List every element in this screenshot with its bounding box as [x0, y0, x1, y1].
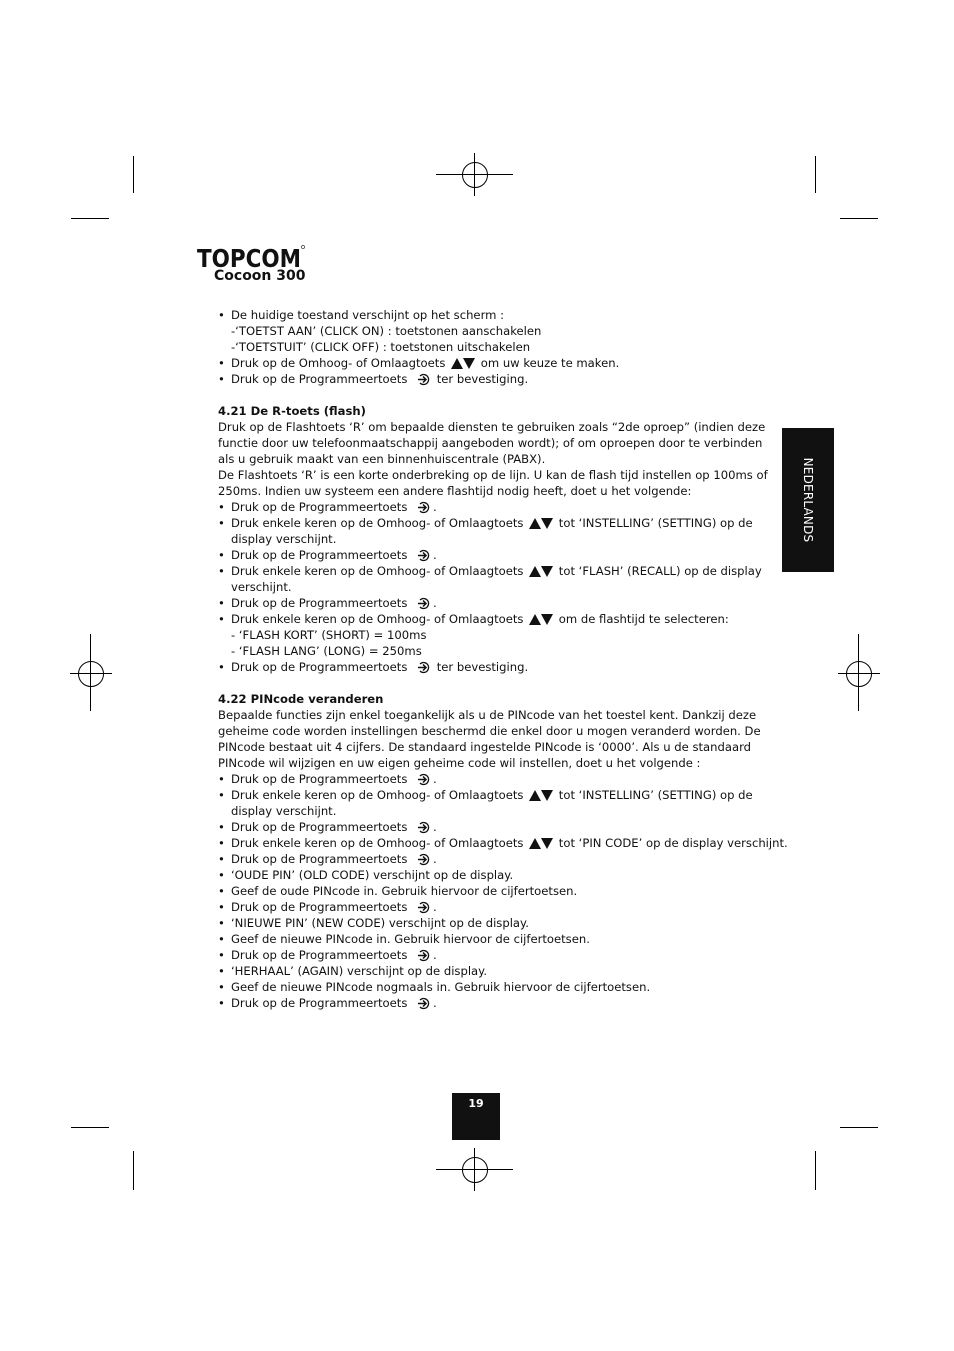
item-text	[218, 820, 437, 834]
paragraph-line: De Flashtoets ‘R’ is een korte onderbreking op de lijn. U kan de flash tijd instellen op 100ms of	[218, 468, 768, 482]
up-down-arrow-icon	[529, 518, 553, 529]
item-text-before: Druk op de Omhoog- of Omlaagtoets	[231, 356, 446, 370]
item-text-before: Druk enkele keren op de Omhoog- of Omlaagtoets	[231, 564, 524, 578]
item-text-after: om uw keuze te maken.	[477, 356, 620, 370]
continuation-line	[218, 803, 748, 819]
program-key-icon	[417, 373, 431, 386]
continuation-line	[218, 323, 748, 339]
bullet-marker: •	[218, 548, 225, 562]
paragraph-line: 250ms. Indien uw systeem een andere flashtijd nodig heeft, doet u het volgende:	[218, 484, 692, 498]
bullet-item	[218, 931, 748, 947]
program-key-icon	[417, 549, 431, 562]
item-text: ‘OUDE PIN’ (OLD CODE) verschijnt op de display.	[231, 868, 514, 882]
item-text-after: tot ‘PIN CODE’ op de display verschijnt.	[555, 836, 788, 850]
item-text	[218, 660, 528, 674]
item-text	[218, 596, 437, 610]
bullet-item	[218, 371, 748, 387]
paragraph-line: Druk op de Flashtoets ‘R’ om bepaalde diensten te gebruiken zoals “2de oproep” (indien deze	[218, 420, 766, 434]
item-text-before: Druk op de Programmeertoets	[231, 852, 408, 866]
item-text-before: Druk op de Programmeertoets	[231, 660, 408, 674]
bullet-item	[218, 787, 753, 803]
item-text-after: .	[433, 548, 437, 562]
bullet-marker: •	[218, 852, 225, 866]
bullet-item	[218, 547, 748, 563]
bullet-marker: •	[218, 660, 225, 674]
section-heading-4-21: 4.21 De R-toets (flash)	[218, 404, 366, 418]
bullet-marker: •	[218, 836, 225, 850]
bullet-marker: •	[218, 372, 225, 386]
program-key-icon	[417, 661, 431, 674]
item-text: Geef de nieuwe PINcode in. Gebruik hiervoor de cijfertoetsen.	[231, 932, 590, 946]
item-text	[218, 516, 753, 530]
language-tab-label: NEDERLANDS	[801, 457, 815, 543]
item-text-after: .	[433, 500, 437, 514]
bullet-marker: •	[218, 788, 225, 802]
bullet-item	[218, 867, 748, 883]
item-text: ‘HERHAAL’ (AGAIN) verschijnt op de display.	[231, 964, 488, 978]
paragraph-line: functie door uw telefoonmaatschappij aangeboden wordt); of om oproepen door te verbinden	[218, 436, 763, 450]
paragraph-line: Bepaalde functies zijn enkel toegankelijk als u de PINcode van het toestel kent. Dankzij deze	[218, 708, 757, 722]
item-text-after: .	[433, 852, 437, 866]
item-text	[218, 372, 528, 386]
section-paragraph-4-21	[218, 419, 768, 499]
bullet-item	[218, 899, 748, 915]
item-text-after: .	[433, 596, 437, 610]
item-text	[218, 836, 788, 850]
bullet-marker: •	[218, 516, 225, 530]
topcom-logo	[197, 243, 305, 270]
bullet-marker: •	[218, 884, 225, 898]
bullet-item	[218, 963, 748, 979]
item-text: display verschijnt.	[231, 804, 337, 818]
item-text	[218, 788, 753, 802]
intro-list	[218, 307, 748, 387]
item-text	[218, 996, 437, 1010]
up-down-arrow-icon	[451, 358, 475, 369]
bullet-item	[218, 851, 748, 867]
continuation-line	[218, 579, 748, 595]
item-text-after: .	[433, 996, 437, 1010]
paragraph-line: geheime code worden instellingen beschermd die enkel door u mogen veranderd worden. De	[218, 724, 761, 738]
continuation-line	[218, 339, 748, 355]
up-down-arrow-icon	[529, 838, 553, 849]
item-text: display verschijnt.	[231, 532, 337, 546]
item-text-before: Druk op de Programmeertoets	[231, 596, 408, 610]
item-text-before: Druk op de Programmeertoets	[231, 772, 408, 786]
program-key-icon	[417, 997, 431, 1010]
item-text: -‘TOETSTUIT’ (CLICK OFF) : toetstonen uitschakelen	[231, 340, 531, 354]
bullet-marker: •	[218, 612, 225, 626]
bullet-item	[218, 771, 748, 787]
bullet-item	[218, 307, 748, 323]
program-key-icon	[417, 501, 431, 514]
item-text	[218, 356, 619, 370]
item-text: - ‘FLASH KORT’ (SHORT) = 100ms	[231, 628, 427, 642]
up-down-arrow-icon	[529, 614, 553, 625]
item-text: verschijnt.	[231, 580, 292, 594]
up-down-arrow-icon	[529, 566, 553, 577]
item-text-before: Druk op de Programmeertoets	[231, 500, 408, 514]
bullet-item	[218, 595, 748, 611]
item-text	[218, 948, 437, 962]
bullet-item	[218, 979, 748, 995]
program-key-icon	[417, 949, 431, 962]
item-text-after: .	[433, 772, 437, 786]
model-name: Cocoon 300	[214, 268, 306, 284]
bullet-item	[218, 515, 753, 531]
item-text-before: Druk enkele keren op de Omhoog- of Omlaagtoets	[231, 612, 524, 626]
item-text-after: .	[433, 820, 437, 834]
bullet-marker: •	[218, 900, 225, 914]
bullet-item	[218, 915, 748, 931]
svg-text:TOPCOM: TOPCOM	[197, 244, 301, 270]
bullet-item	[218, 563, 762, 579]
item-text-after: .	[433, 900, 437, 914]
program-key-icon	[417, 597, 431, 610]
item-text-before: Druk op de Programmeertoets	[231, 948, 408, 962]
bullet-marker: •	[218, 772, 225, 786]
section-paragraph-4-22	[218, 707, 761, 771]
bullet-item	[218, 995, 748, 1011]
bullet-marker: •	[218, 500, 225, 514]
item-text: Geef de oude PINcode in. Gebruik hiervoor de cijfertoetsen.	[231, 884, 578, 898]
bullet-marker: •	[218, 916, 225, 930]
program-key-icon	[417, 853, 431, 866]
item-text-before: Druk op de Programmeertoets	[231, 372, 408, 386]
bullet-marker: •	[218, 596, 225, 610]
bullet-marker: •	[218, 356, 225, 370]
item-text-before: Druk enkele keren op de Omhoog- of Omlaagtoets	[231, 788, 524, 802]
item-text: ‘NIEUWE PIN’ (NEW CODE) verschijnt op de display.	[231, 916, 529, 930]
item-text	[218, 900, 437, 914]
bullet-item	[218, 835, 788, 851]
paragraph-line: PINcode wil wijzigen en uw eigen geheime code wil instellen, doet u het volgende :	[218, 756, 701, 770]
bullet-marker: •	[218, 964, 225, 978]
bullet-marker: •	[218, 980, 225, 994]
item-text-before: Druk enkele keren op de Omhoog- of Omlaagtoets	[231, 836, 524, 850]
paragraph-line: PINcode bestaat uit 4 cijfers. De standaard ingestelde PINcode is ‘0000’. Als u de standaard	[218, 740, 751, 754]
bullet-marker: •	[218, 996, 225, 1010]
section-steps-4-21	[218, 499, 762, 675]
item-text-before: Druk enkele keren op de Omhoog- of Omlaagtoets	[231, 516, 524, 530]
item-text	[218, 772, 437, 786]
up-down-arrow-icon	[529, 790, 553, 801]
language-tab	[782, 428, 834, 572]
program-key-icon	[417, 773, 431, 786]
item-text-after: ter bevestiging.	[433, 660, 529, 674]
bullet-marker: •	[218, 308, 225, 322]
bullet-item	[218, 883, 748, 899]
paragraph-line: als u gebruik maakt van een binnenhuiscentrale (PABX).	[218, 452, 546, 466]
item-text-before: Druk op de Programmeertoets	[231, 900, 408, 914]
item-text-before: Druk op de Programmeertoets	[231, 996, 408, 1010]
section-steps-4-22	[218, 771, 788, 1011]
item-text-before: Druk op de Programmeertoets	[231, 820, 408, 834]
bullet-marker: •	[218, 564, 225, 578]
item-text-before: Druk op de Programmeertoets	[231, 548, 408, 562]
item-text	[218, 852, 437, 866]
bullet-item	[218, 819, 748, 835]
item-text-after: tot ‘INSTELLING’ (SETTING) op de	[555, 788, 753, 802]
continuation-line	[218, 643, 748, 659]
item-text: Geef de nieuwe PINcode nogmaals in. Gebruik hiervoor de cijfertoetsen.	[231, 980, 651, 994]
bullet-marker: •	[218, 868, 225, 882]
continuation-line	[218, 627, 748, 643]
bullet-marker: •	[218, 932, 225, 946]
item-text-after: tot ‘FLASH’ (RECALL) op de display	[555, 564, 762, 578]
item-text-after: .	[433, 948, 437, 962]
bullet-marker: •	[218, 820, 225, 834]
item-text	[218, 548, 437, 562]
bullet-item	[218, 659, 748, 675]
bullet-marker: •	[218, 948, 225, 962]
page-number: 19	[452, 1093, 500, 1140]
bullet-item	[218, 499, 748, 515]
program-key-icon	[417, 901, 431, 914]
item-text-after: tot ‘INSTELLING’ (SETTING) op de	[555, 516, 753, 530]
bullet-item	[218, 611, 748, 627]
manual-content	[218, 307, 788, 1011]
item-text: De huidige toestand verschijnt op het scherm :	[231, 308, 505, 322]
item-text	[218, 500, 437, 514]
item-text: -‘TOETST AAN’ (CLICK ON) : toetstonen aanschakelen	[231, 324, 542, 338]
program-key-icon	[417, 821, 431, 834]
bullet-item	[218, 355, 748, 371]
continuation-line	[218, 531, 748, 547]
bullet-item	[218, 947, 748, 963]
item-text-after: ter bevestiging.	[433, 372, 529, 386]
item-text	[218, 612, 729, 626]
item-text: - ‘FLASH LANG’ (LONG) = 250ms	[231, 644, 422, 658]
item-text	[218, 564, 762, 578]
item-text-after: om de flashtijd te selecteren:	[555, 612, 729, 626]
section-heading-4-22: 4.22 PINcode veranderen	[218, 692, 384, 706]
